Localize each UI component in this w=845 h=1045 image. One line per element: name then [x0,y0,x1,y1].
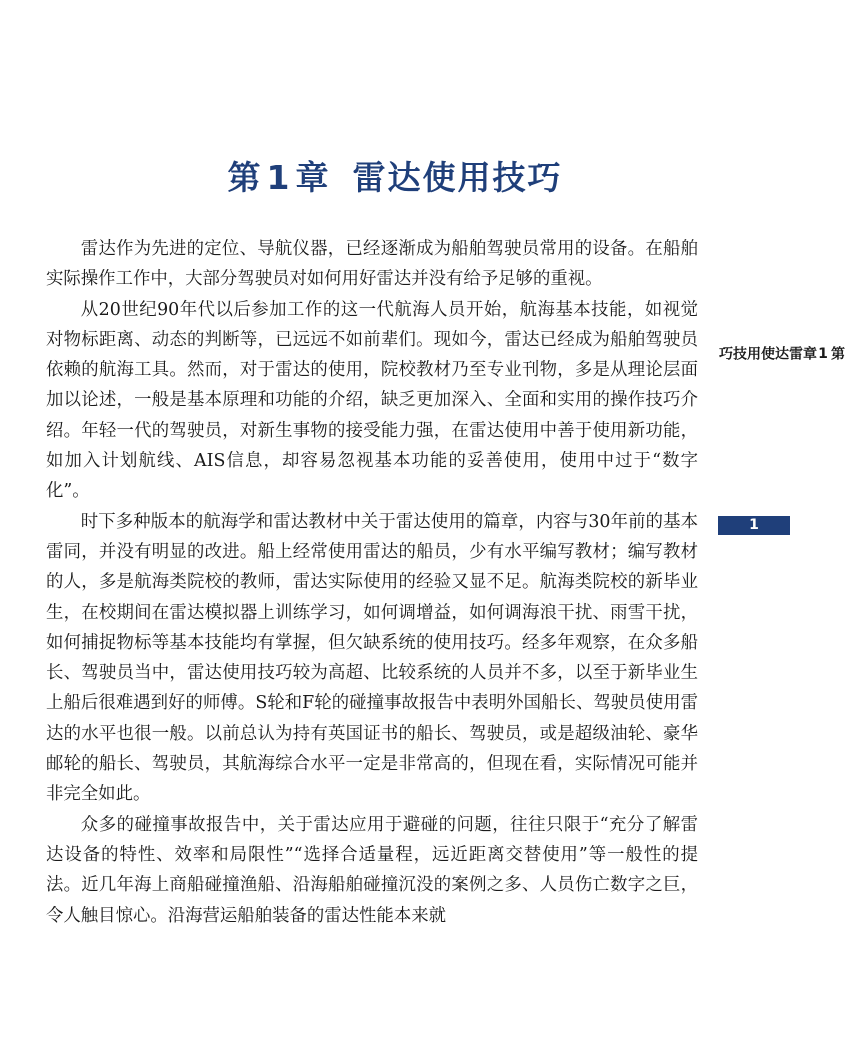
body-text [46,234,698,931]
side-title-char: 技 [731,346,747,361]
side-title-char: 巧 [717,346,733,361]
side-title-char: 达 [773,346,789,361]
side-title-char: 使 [759,346,775,361]
side-chapter-number: 1 [815,346,831,363]
page-number-badge [718,516,790,535]
chapter-suffix: 章 [295,158,331,197]
paragraph: 众多的碰撞事故报告中，关于雷达应用于避碰的问题，往往只限于“充分了解雷达设备的特性、效率和局限性”“选择合适量程，远近距离交替使用”等一般性的提法。近几年海上商船碰撞渔船、沿海船舶碰撞沉没的案例之多、人员伤亡数字之巨，令人触目惊心。沿海营运船舶装备的雷达性能本来就 [46,814,698,926]
chapter-number: 1 [266,158,292,197]
page-number: 1 [749,517,759,533]
paragraph: 雷达作为先进的定位、导航仪器，已经逐渐成为船舶驾驶员常用的设备。在船舶实际操作工作中，大部分驾驶员对如何用好雷达并没有给予足够的重视。 [46,239,698,290]
chapter-title [0,152,790,199]
paragraph: 从20世纪90年代以后参加工作的这一代航海人员开始，航海基本技能，如视觉对物标距离、动态的判断等，已远远不如前辈们。现如今，雷达已经成为船舶驾驶员依赖的航海工具。然而，对于雷达的使用，院校教材乃至专业刊物，多是从理论层面加以论述，一般是基本原理和功能的介绍，缺乏更加深入、全面和实用的操作技巧介绍。年轻一代的驾驶员，对新生事物的接受能力强，在雷达使用中善于使用新功能，如加入计划航线、AIS信息，却容易忽视基本功能的妥善使用，使用中过于“数字化”。 [46,299,698,502]
side-chapter-tab [717,346,845,533]
side-chapter-suffix: 章 [801,346,817,361]
side-title-char: 用 [745,346,761,361]
side-chapter-prefix: 第 [829,346,845,361]
paragraph: 时下多种版本的航海学和雷达教材中关于雷达使用的篇章，内容与30年前的基本雷同，并没有明显的改进。船上经常使用雷达的船员，少有水平编写教材；编写教材的人，多是航海类院校的教师，雷达实际使用的经验又显不足。航海类院校的新毕业生，在校期间在雷达模拟器上训练学习，如何调增益，如何调海浪干扰、雨雪干扰，如何捕捉物标等基本技能均有掌握，但欠缺系统的使用技巧。经多年观察，在众多船长、驾驶员当中，雷达使用技巧较为高超、比较系统的人员并不多，以至于新毕业生上船后很难遇到好的师傅。S轮和F轮的碰撞事故报告中表明外国船长、驾驶员使用雷达的水平也很一般。以前总认为持有英国证书的船长、驾驶员，或是超级油轮、豪华邮轮的船长、驾驶员，其航海综合水平一定是非常高的，但现在看，实际情况可能并非完全如此。 [46,511,698,805]
chapter-title-text: 雷达使用技巧 [352,158,563,197]
side-chapter-label [718,346,844,514]
chapter-prefix: 第 [227,158,263,197]
side-title-char: 雷 [787,346,803,361]
